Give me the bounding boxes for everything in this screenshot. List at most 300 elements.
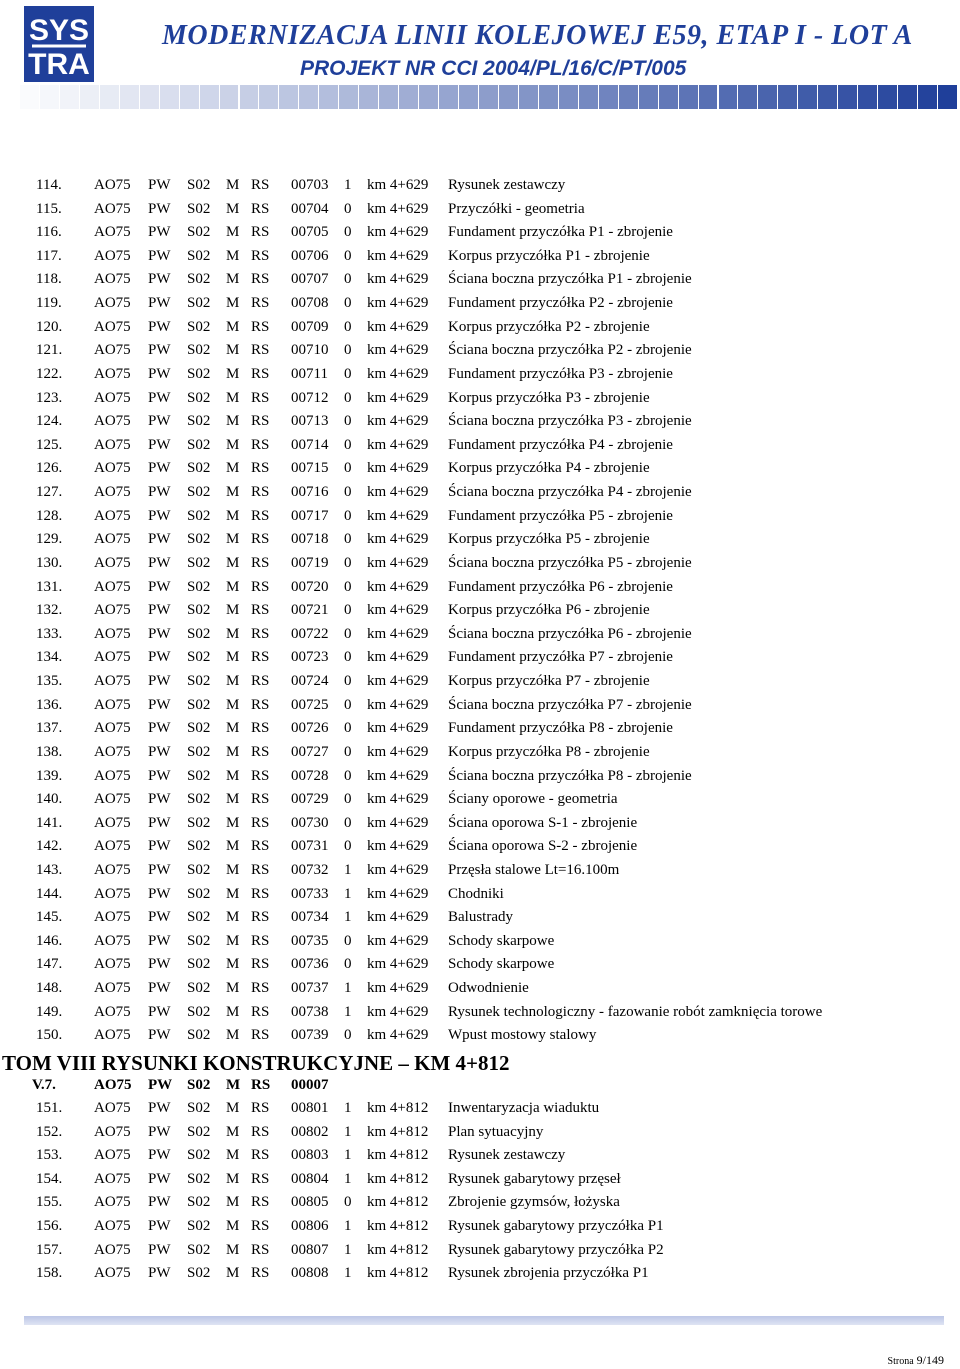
- row-code-pw: PW: [148, 507, 171, 524]
- header-bar-segment: [619, 85, 638, 109]
- row-description: Plan sytuacyjny: [448, 1123, 544, 1140]
- row-code-rs: RS: [251, 318, 270, 335]
- row-code-rs: RS: [251, 720, 270, 737]
- header-bar-segment: [220, 85, 239, 109]
- row-index: 130.: [36, 554, 63, 571]
- row-kilometer: km 4+629: [367, 271, 429, 288]
- footer-bar: [24, 1316, 944, 1325]
- header-bar-segment: [679, 85, 698, 109]
- row-index: 141.: [36, 814, 63, 831]
- document-title: MODERNIZACJA LINII KOLEJOWEJ E59, ETAP I - LOT A: [162, 20, 913, 51]
- row-index: 118.: [36, 271, 62, 288]
- row-revision: 1: [344, 1123, 352, 1140]
- row-description: Ściana boczna przyczółka P7 - zbrojenie: [448, 696, 692, 713]
- row-code-m: M: [226, 1147, 240, 1164]
- row-code-rs: RS: [251, 1003, 270, 1020]
- row-kilometer: km 4+629: [367, 200, 429, 217]
- row-index: 126.: [36, 460, 63, 477]
- row-description: Korpus przyczółka P6 - zbrojenie: [448, 602, 650, 619]
- row-kilometer: km 4+629: [367, 413, 429, 430]
- row-code-s: S02: [187, 861, 211, 878]
- row-code-pw: PW: [148, 1003, 171, 1020]
- row-code-a: AO75: [94, 838, 131, 855]
- row-kilometer: km 4+629: [367, 224, 429, 241]
- row-revision: 0: [344, 295, 352, 312]
- row-index: 124.: [36, 413, 63, 430]
- row-description: Schody skarpowe: [448, 932, 555, 949]
- row-drawing-number: 00801: [291, 1100, 329, 1116]
- row-drawing-number: 00805: [291, 1194, 329, 1211]
- row-index: 117.: [36, 247, 62, 264]
- row-description: Schody skarpowe: [448, 956, 555, 973]
- row-index: 149.: [36, 1003, 63, 1020]
- row-code-m: M: [226, 673, 240, 690]
- row-code-s: S02: [187, 602, 211, 619]
- row-drawing-number: 00727: [291, 743, 329, 760]
- row-kilometer: km 4+629: [367, 484, 429, 501]
- row-code-s: S02: [187, 365, 211, 382]
- row-drawing-number: 00711: [291, 365, 328, 382]
- row-code-rs: RS: [251, 177, 270, 193]
- row-code-m: M: [226, 1241, 240, 1258]
- row-index: 156.: [36, 1218, 63, 1235]
- header-bar-segment: [200, 85, 219, 109]
- row-revision: 0: [344, 318, 352, 335]
- row-code-s: S02: [187, 1027, 211, 1044]
- row-revision: 0: [344, 342, 352, 359]
- row-code-pw: PW: [148, 200, 171, 217]
- row-code-pw: PW: [148, 389, 171, 406]
- row-revision: 0: [344, 814, 352, 831]
- row-code-s: S02: [187, 484, 211, 501]
- row-kilometer: km 4+812: [367, 1194, 429, 1211]
- row-code-a: AO75: [94, 271, 131, 288]
- row-code-s: S02: [187, 460, 211, 477]
- row-code-s: S02: [187, 720, 211, 737]
- row-index: 153.: [36, 1147, 63, 1164]
- row-description: Korpus przyczółka P4 - zbrojenie: [448, 460, 650, 477]
- header-bar-segment: [559, 85, 578, 109]
- row-drawing-number: 00726: [291, 720, 329, 737]
- section-title: TOM VIII RYSUNKI KONSTRUKCYJNE – KM 4+812: [2, 1051, 510, 1075]
- row-code-m: M: [226, 460, 240, 477]
- row-revision: 0: [344, 696, 352, 713]
- row-code-rs: RS: [251, 413, 270, 430]
- row-code-a: AO75: [94, 767, 131, 784]
- header-bar-segment: [479, 85, 498, 109]
- row-revision: 0: [344, 224, 352, 241]
- row-description: Fundament przyczółka P3 - zbrojenie: [448, 365, 673, 382]
- row-code-a: AO75: [94, 295, 131, 312]
- row-code-s: S02: [187, 1241, 211, 1258]
- row-description: Ściana boczna przyczółka P3 - zbrojenie: [448, 413, 692, 430]
- row-code-a: AO75: [94, 365, 131, 382]
- row-revision: 1: [344, 1241, 352, 1258]
- row-code-m: M: [226, 1170, 240, 1187]
- row-description: Fundament przyczółka P7 - zbrojenie: [448, 649, 673, 666]
- row-code-s: S02: [187, 531, 211, 548]
- row-code-pw: PW: [148, 554, 171, 571]
- row-code-s: S02: [187, 389, 211, 406]
- row-code-rs: RS: [251, 1170, 270, 1187]
- header-bar-segment: [419, 85, 438, 109]
- row-code-pw: PW: [148, 885, 171, 902]
- row-code-pw: PW: [148, 578, 171, 595]
- row-code-rs: RS: [251, 247, 270, 264]
- row-revision: 0: [344, 531, 352, 548]
- header-bar-segment: [40, 85, 59, 109]
- row-code-rs: RS: [251, 1194, 270, 1211]
- header-bar-segment: [878, 85, 897, 109]
- row-code-s: S02: [187, 436, 211, 453]
- row-code-pw: PW: [148, 318, 171, 335]
- header-bar-segment: [758, 85, 777, 109]
- row-drawing-number: 00724: [291, 673, 329, 690]
- row-code-rs: RS: [251, 342, 270, 359]
- row-description: Chodniki: [448, 885, 504, 902]
- row-code-s: S02: [187, 247, 211, 264]
- row-index: 155.: [36, 1194, 63, 1211]
- row-code-pw: PW: [148, 838, 171, 855]
- row-code-m: M: [226, 861, 240, 878]
- row-code-a: AO75: [94, 224, 131, 241]
- row-description: Odwodnienie: [448, 980, 529, 997]
- row-code-a: AO75: [94, 1003, 131, 1020]
- row-code-rs: RS: [251, 673, 270, 690]
- row-drawing-number: 00739: [291, 1027, 329, 1044]
- row-code-rs: RS: [251, 389, 270, 406]
- row-code-pw: PW: [148, 1123, 171, 1140]
- row-index: 116.: [36, 224, 62, 241]
- row-code-a: AO75: [94, 861, 131, 878]
- row-code-s: S02: [187, 1147, 211, 1164]
- header-bar-segment: [259, 85, 278, 109]
- sub-code-number: 00007: [291, 1077, 329, 1093]
- header-bar-segment: [439, 85, 458, 109]
- row-kilometer: km 4+629: [367, 1027, 429, 1044]
- row-code-rs: RS: [251, 932, 270, 949]
- row-index: 115.: [36, 200, 62, 217]
- row-code-m: M: [226, 649, 240, 666]
- row-description: Fundament przyczółka P1 - zbrojenie: [448, 224, 673, 241]
- header-bar-segment: [918, 85, 937, 109]
- row-code-a: AO75: [94, 885, 131, 902]
- row-code-pw: PW: [148, 1241, 171, 1258]
- header-bar-segment: [898, 85, 917, 109]
- row-code-rs: RS: [251, 436, 270, 453]
- row-code-rs: RS: [251, 1100, 270, 1116]
- row-drawing-number: 00738: [291, 1003, 329, 1020]
- header-bar-segment: [0, 85, 19, 109]
- row-code-pw: PW: [148, 460, 171, 477]
- row-code-rs: RS: [251, 814, 270, 831]
- row-revision: 0: [344, 247, 352, 264]
- row-kilometer: km 4+629: [367, 602, 429, 619]
- row-code-a: AO75: [94, 1218, 131, 1235]
- row-code-m: M: [226, 1027, 240, 1044]
- row-description: Rysunek gabarytowy przyczółka P1: [448, 1218, 664, 1235]
- row-description: Korpus przyczółka P7 - zbrojenie: [448, 673, 650, 690]
- row-code-m: M: [226, 743, 240, 760]
- row-code-m: M: [226, 436, 240, 453]
- row-index: 151.: [36, 1100, 63, 1116]
- row-code-rs: RS: [251, 767, 270, 784]
- row-drawing-number: 00735: [291, 932, 329, 949]
- row-kilometer: km 4+812: [367, 1147, 429, 1164]
- row-code-pw: PW: [148, 413, 171, 430]
- row-code-a: AO75: [94, 1147, 131, 1164]
- row-revision: 0: [344, 649, 352, 666]
- row-index: 144.: [36, 885, 63, 902]
- row-code-a: AO75: [94, 1123, 131, 1140]
- row-description: Ściana boczna przyczółka P4 - zbrojenie: [448, 484, 692, 501]
- row-drawing-number: 00704: [291, 200, 329, 217]
- row-code-pw: PW: [148, 271, 171, 288]
- header-bar-segment: [140, 85, 159, 109]
- row-code-a: AO75: [94, 460, 131, 477]
- row-code-s: S02: [187, 909, 211, 926]
- row-index: 129.: [36, 531, 63, 548]
- row-code-s: S02: [187, 767, 211, 784]
- row-description: Rysunek zestawczy: [448, 1147, 566, 1164]
- row-code-rs: RS: [251, 1147, 270, 1164]
- row-code-m: M: [226, 956, 240, 973]
- row-code-rs: RS: [251, 460, 270, 477]
- row-code-pw: PW: [148, 743, 171, 760]
- row-revision: 0: [344, 389, 352, 406]
- row-description: Korpus przyczółka P3 - zbrojenie: [448, 389, 650, 406]
- row-index: 133.: [36, 625, 63, 642]
- row-kilometer: km 4+629: [367, 861, 429, 878]
- row-description: Fundament przyczółka P4 - zbrojenie: [448, 436, 673, 453]
- header-bar-segment: [719, 85, 738, 109]
- row-code-rs: RS: [251, 885, 270, 902]
- row-code-s: S02: [187, 649, 211, 666]
- row-drawing-number: 00730: [291, 814, 329, 831]
- row-code-a: AO75: [94, 342, 131, 359]
- row-code-rs: RS: [251, 1123, 270, 1140]
- row-revision: 0: [344, 365, 352, 382]
- row-code-rs: RS: [251, 531, 270, 548]
- row-description: Ściana boczna przyczółka P8 - zbrojenie: [448, 767, 692, 784]
- row-code-pw: PW: [148, 602, 171, 619]
- row-drawing-number: 00714: [291, 436, 329, 453]
- row-kilometer: km 4+629: [367, 980, 429, 997]
- row-kilometer: km 4+812: [367, 1241, 429, 1258]
- row-code-a: AO75: [94, 318, 131, 335]
- row-description: Fundament przyczółka P8 - zbrojenie: [448, 720, 673, 737]
- header-bar-segment: [838, 85, 857, 109]
- row-code-rs: RS: [251, 838, 270, 855]
- row-code-s: S02: [187, 1100, 211, 1116]
- row-drawing-number: 00725: [291, 696, 329, 713]
- sub-index: V.7.: [32, 1077, 56, 1093]
- row-drawing-number: 00713: [291, 413, 329, 430]
- row-revision: 0: [344, 507, 352, 524]
- row-kilometer: km 4+812: [367, 1123, 429, 1140]
- row-code-rs: RS: [251, 649, 270, 666]
- row-index: 138.: [36, 743, 63, 760]
- page-label: Strona: [887, 1356, 914, 1367]
- row-code-rs: RS: [251, 200, 270, 217]
- row-drawing-number: 00729: [291, 791, 329, 808]
- row-description: Korpus przyczółka P5 - zbrojenie: [448, 531, 650, 548]
- row-drawing-number: 00717: [291, 507, 329, 524]
- row-index: 136.: [36, 696, 63, 713]
- row-index: 148.: [36, 980, 63, 997]
- row-kilometer: km 4+629: [367, 625, 429, 642]
- row-code-s: S02: [187, 295, 211, 312]
- header-bar-segment: [339, 85, 358, 109]
- row-code-pw: PW: [148, 1147, 171, 1164]
- row-code-m: M: [226, 318, 240, 335]
- row-code-s: S02: [187, 956, 211, 973]
- logo-mark: [24, 6, 94, 82]
- row-code-rs: RS: [251, 295, 270, 312]
- row-code-rs: RS: [251, 224, 270, 241]
- row-code-pw: PW: [148, 1100, 171, 1116]
- row-revision: 0: [344, 956, 352, 973]
- header-gradient-bar: [0, 85, 958, 109]
- row-description: Ściana boczna przyczółka P6 - zbrojenie: [448, 625, 692, 642]
- row-description: Fundament przyczółka P2 - zbrojenie: [448, 295, 673, 312]
- row-code-s: S02: [187, 696, 211, 713]
- row-drawing-number: 00716: [291, 484, 329, 501]
- row-kilometer: km 4+629: [367, 507, 429, 524]
- row-code-s: S02: [187, 578, 211, 595]
- row-drawing-number: 00731: [291, 838, 329, 855]
- row-drawing-number: 00728: [291, 767, 329, 784]
- row-kilometer: km 4+629: [367, 838, 429, 855]
- page-header: [0, 0, 960, 112]
- row-code-a: AO75: [94, 1170, 131, 1187]
- row-code-rs: RS: [251, 271, 270, 288]
- row-code-rs: RS: [251, 956, 270, 973]
- row-code-m: M: [226, 413, 240, 430]
- row-kilometer: km 4+629: [367, 673, 429, 690]
- row-code-m: M: [226, 909, 240, 926]
- header-bar-segment: [519, 85, 538, 109]
- row-drawing-number: 00708: [291, 295, 329, 312]
- row-description: Korpus przyczółka P2 - zbrojenie: [448, 318, 650, 335]
- row-description: Wpust mostowy stalowy: [448, 1027, 597, 1044]
- header-bar-segment: [319, 85, 338, 109]
- row-code-a: AO75: [94, 1100, 131, 1116]
- row-revision: 0: [344, 932, 352, 949]
- row-code-rs: RS: [251, 696, 270, 713]
- row-code-a: AO75: [94, 1027, 131, 1044]
- row-code-a: AO75: [94, 247, 131, 264]
- header-bar-segment: [639, 85, 658, 109]
- row-kilometer: km 4+812: [367, 1265, 429, 1282]
- header-bar-segment: [240, 85, 259, 109]
- row-code-a: AO75: [94, 791, 131, 808]
- row-drawing-number: 00804: [291, 1170, 329, 1187]
- header-bar-segment: [778, 85, 797, 109]
- header-bar-segment: [100, 85, 119, 109]
- header-bar-segment: [738, 85, 757, 109]
- row-revision: 0: [344, 554, 352, 571]
- row-index: 128.: [36, 507, 63, 524]
- row-code-s: S02: [187, 885, 211, 902]
- row-code-m: M: [226, 295, 240, 312]
- header-bar-segment: [160, 85, 179, 109]
- row-code-a: AO75: [94, 673, 131, 690]
- row-code-a: AO75: [94, 625, 131, 642]
- row-index: 119.: [36, 295, 62, 312]
- row-code-s: S02: [187, 791, 211, 808]
- row-description: Ściany oporowe - geometria: [448, 791, 618, 808]
- row-description: Przyczółki - geometria: [448, 200, 585, 217]
- row-index: 143.: [36, 861, 63, 878]
- row-drawing-number: 00721: [291, 602, 329, 619]
- row-code-a: AO75: [94, 980, 131, 997]
- row-index: 158.: [36, 1265, 63, 1282]
- row-code-s: S02: [187, 743, 211, 760]
- row-kilometer: km 4+629: [367, 909, 429, 926]
- row-code-rs: RS: [251, 578, 270, 595]
- row-code-a: AO75: [94, 602, 131, 619]
- row-code-pw: PW: [148, 1027, 171, 1044]
- row-drawing-number: 00723: [291, 649, 329, 666]
- row-code-s: S02: [187, 554, 211, 571]
- row-revision: 0: [344, 720, 352, 737]
- row-code-m: M: [226, 1218, 240, 1235]
- row-index: 139.: [36, 767, 63, 784]
- row-code-a: AO75: [94, 649, 131, 666]
- row-code-m: M: [226, 365, 240, 382]
- row-index: 140.: [36, 791, 63, 808]
- row-code-pw: PW: [148, 980, 171, 997]
- row-code-pw: PW: [148, 861, 171, 878]
- row-index: 120.: [36, 318, 63, 335]
- row-code-a: AO75: [94, 507, 131, 524]
- sub-code-pw: PW: [148, 1077, 173, 1093]
- row-description: Korpus przyczółka P1 - zbrojenie: [448, 247, 650, 264]
- row-code-pw: PW: [148, 1194, 171, 1211]
- row-code-a: AO75: [94, 720, 131, 737]
- row-code-a: AO75: [94, 389, 131, 406]
- row-kilometer: km 4+629: [367, 743, 429, 760]
- row-kilometer: km 4+629: [367, 814, 429, 831]
- row-code-pw: PW: [148, 814, 171, 831]
- header-bar-segment: [180, 85, 199, 109]
- row-description: Rysunek technologiczny - fazowanie robót zamknięcia torowe: [448, 1003, 823, 1020]
- row-index: 132.: [36, 602, 63, 619]
- row-code-pw: PW: [148, 673, 171, 690]
- row-revision: 0: [344, 413, 352, 430]
- header-bar-segment: [599, 85, 618, 109]
- row-index: 154.: [36, 1170, 63, 1187]
- header-bar-segment: [60, 85, 79, 109]
- header-bar-segment: [499, 85, 518, 109]
- row-code-a: AO75: [94, 554, 131, 571]
- row-code-m: M: [226, 389, 240, 406]
- row-kilometer: km 4+629: [367, 295, 429, 312]
- row-code-pw: PW: [148, 909, 171, 926]
- row-code-rs: RS: [251, 1218, 270, 1235]
- row-code-a: AO75: [94, 413, 131, 430]
- header-bar-segment: [279, 85, 298, 109]
- sub-code-s: S02: [187, 1077, 211, 1093]
- header-bar-segment: [938, 85, 957, 109]
- row-code-m: M: [226, 531, 240, 548]
- row-description: Fundament przyczółka P6 - zbrojenie: [448, 578, 673, 595]
- row-drawing-number: 00808: [291, 1265, 329, 1282]
- row-code-m: M: [226, 1123, 240, 1140]
- row-revision: 1: [344, 909, 352, 926]
- row-code-pw: PW: [148, 956, 171, 973]
